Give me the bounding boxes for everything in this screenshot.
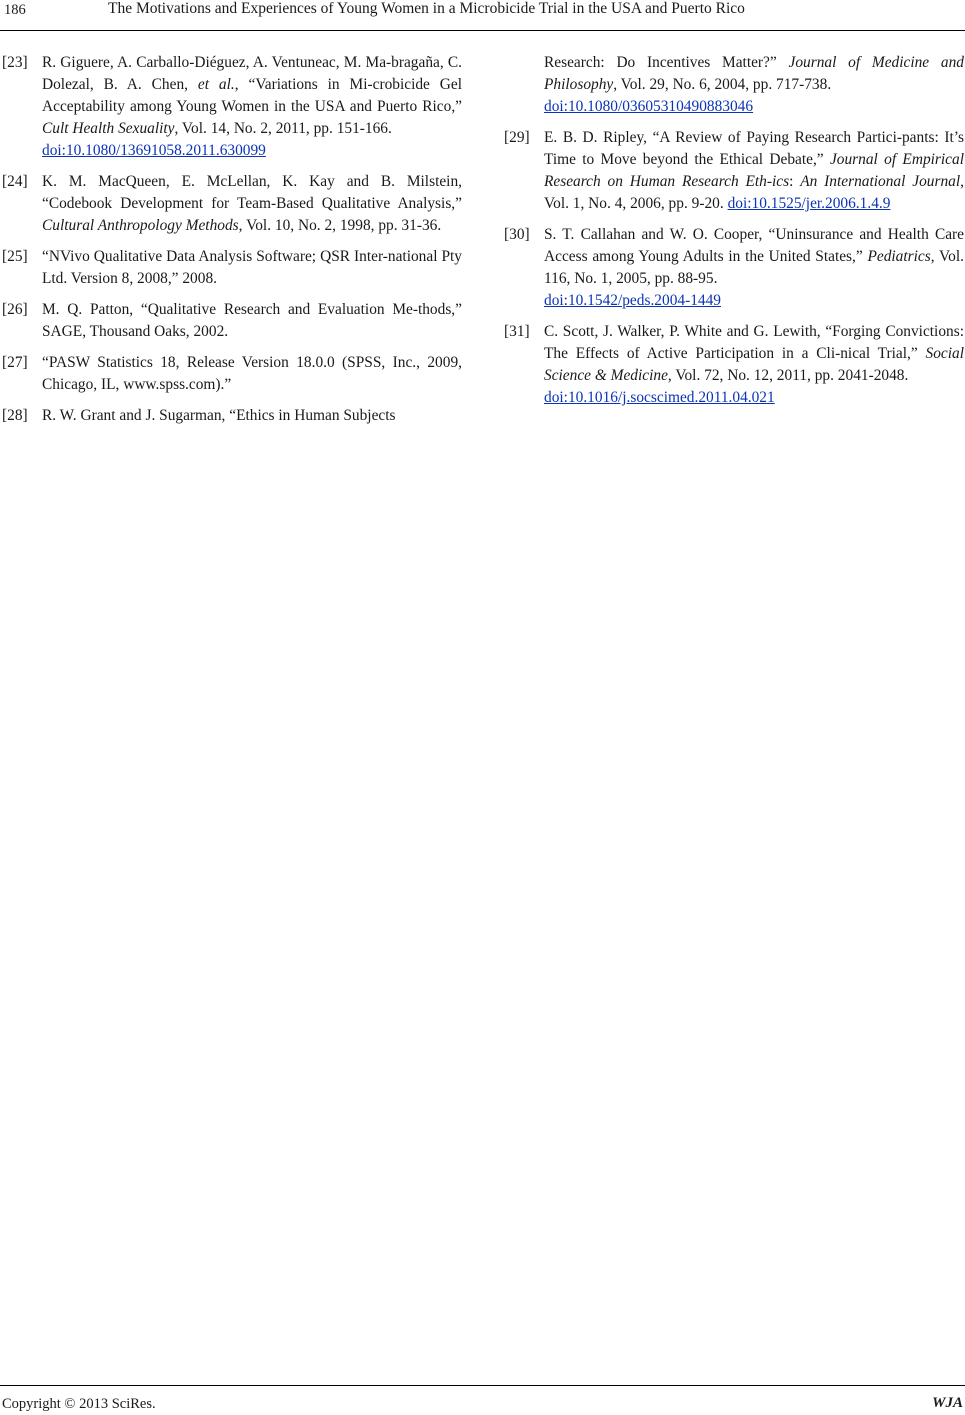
doi-link[interactable]: doi:10.1080/03605310490883046 (544, 98, 754, 115)
reference-journal: Social Science & Medicine (544, 345, 964, 384)
reference-text: M. Q. Patton, “Qualitative Research and Evaluation Me-thods,” SAGE, Thousand Oaks, 2002. (42, 301, 462, 340)
reference-text: “NVivo Qualitative Data Analysis Software; QSR Inter-national Pty Ltd. Version 8, 2008,” 2008. (42, 248, 462, 287)
reference-details: , Vol. 116, No. 1, 2005, pp. 88-95. (544, 248, 964, 287)
reference-authors: R. Giguere, A. Carballo-Diéguez, A. Ventuneac, M. Ma-bragaña, C. Dolezal, B. A. Chen, (42, 54, 462, 93)
page-header (0, 0, 965, 31)
reference-26 (0, 299, 462, 343)
reference-journal: Cultural Anthropology Methods (42, 217, 239, 234)
reference-title: , “Variations in Mi-crobicide Gel Acceptability among Young Women in the USA and Puerto Rico,” (42, 76, 463, 115)
reference-30 (502, 224, 964, 312)
running-title: The Motivations and Experiences of Young Women in a Microbicide Trial in the USA and Puerto Rico (108, 0, 745, 17)
reference-text (544, 224, 964, 312)
references-left-column (0, 52, 462, 427)
reference-number: [28] (2, 407, 28, 424)
reference-24 (0, 171, 462, 237)
reference-number: [24] (2, 173, 28, 190)
reference-journal: Pediatrics (867, 248, 931, 265)
reference-journal: Journal of Empirical Research on Human Research Eth-ics (544, 151, 964, 190)
reference-28 (0, 405, 462, 427)
page-footer (0, 1385, 965, 1415)
reference-journal-subtitle: An International Journal (800, 173, 961, 190)
journal-abbreviation: WJA (932, 1395, 963, 1411)
reference-authors: K. M. MacQueen, E. McLellan, K. Kay and B. Milstein, “Codebook Development for Team-Based Qualitative Analysis,” (42, 173, 462, 212)
reference-number: [29] (504, 129, 530, 146)
reference-text (544, 127, 964, 215)
reference-details: , Vol. 10, No. 2, 1998, pp. 31-36. (238, 217, 442, 234)
copyright-notice: Copyright © 2013 SciRes. (2, 1396, 156, 1412)
reference-number: [30] (504, 226, 530, 243)
reference-details: , Vol. 72, No. 12, 2011, pp. 2041-2048. (667, 367, 909, 384)
reference-number: [25] (2, 248, 28, 265)
reference-29 (502, 127, 964, 215)
reference-number: [27] (2, 354, 28, 371)
reference-text: R. W. Grant and J. Sugarman, “Ethics in Human Subjects (42, 407, 396, 424)
reference-23 (0, 52, 462, 162)
references-right-column (502, 52, 964, 418)
reference-details: , Vol. 1, No. 4, 2006, pp. 9-20. (544, 173, 964, 212)
reference-25 (0, 246, 462, 290)
reference-text (42, 171, 462, 237)
reference-number: [31] (504, 323, 530, 340)
reference-details: , Vol. 29, No. 6, 2004, pp. 717-738. (613, 76, 832, 93)
reference-31 (502, 321, 964, 409)
doi-link[interactable]: doi:10.1080/13691058.2011.630099 (42, 142, 266, 159)
reference-28-continued (502, 52, 964, 118)
reference-journal: Journal of Medicine and Philosophy (544, 54, 964, 93)
et-al: et al. (197, 76, 235, 93)
reference-separator: : (789, 173, 801, 190)
reference-authors: C. Scott, J. Walker, P. White and G. Lewith, “Forging Convictions: The Effects of Active Participation in a Cli-nical Trial,” (544, 323, 964, 362)
reference-details: , Vol. 14, No. 2, 2011, pp. 151-166. (174, 120, 392, 137)
reference-number: [26] (2, 301, 28, 318)
page-number: 186 (4, 2, 26, 18)
reference-authors: E. B. D. Ripley, “A Review of Paying Research Partici-pants: It’s Time to Move beyond the Ethical Debate,” (544, 129, 964, 168)
reference-text (544, 321, 964, 409)
doi-link[interactable]: doi:10.1525/jer.2006.1.4.9 (727, 195, 891, 212)
reference-text (42, 52, 462, 162)
reference-title: Research: Do Incentives Matter?” (544, 54, 789, 71)
reference-number: [23] (2, 54, 28, 71)
reference-text: “PASW Statistics 18, Release Version 18.0.0 (SPSS, Inc., 2009, Chicago, IL, www.spss.com).” (42, 354, 462, 393)
reference-authors: S. T. Callahan and W. O. Cooper, “Uninsurance and Health Care Access among Young Adults in the United States,” (544, 226, 964, 265)
doi-link[interactable]: doi:10.1016/j.socscimed.2011.04.021 (544, 389, 775, 406)
reference-27 (0, 352, 462, 396)
reference-journal: Cult Health Sexuality (42, 120, 175, 137)
doi-link[interactable]: doi:10.1542/peds.2004-1449 (544, 292, 721, 309)
